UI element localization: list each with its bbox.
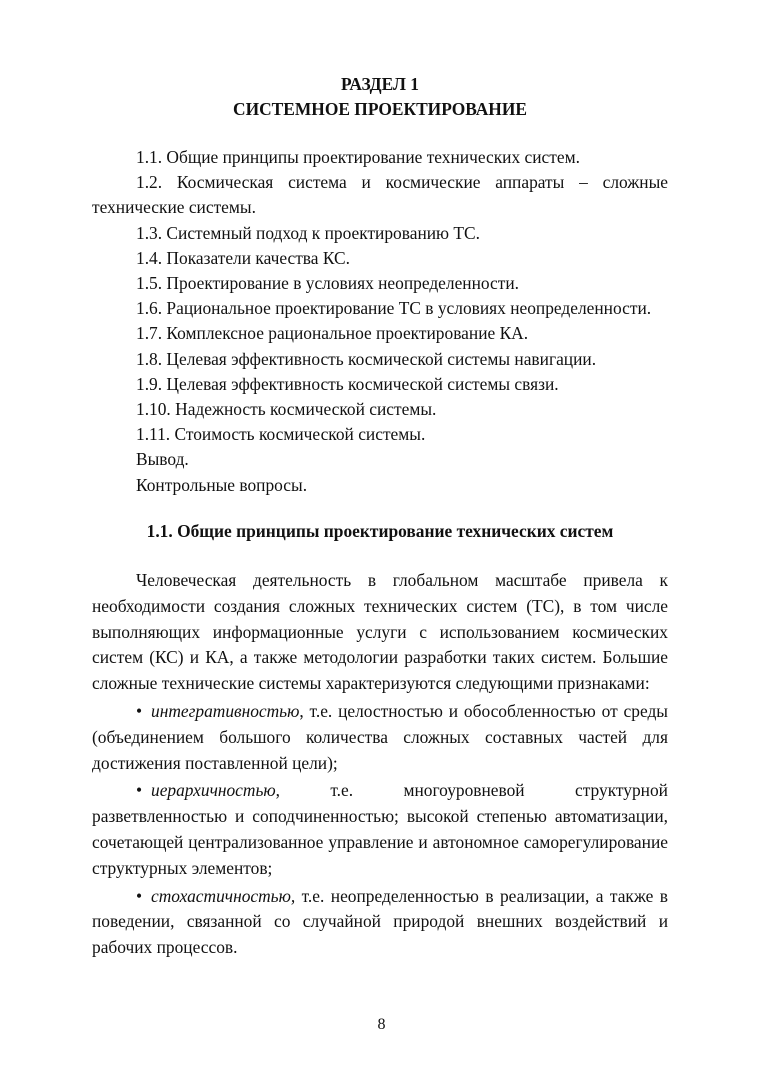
- subsection-heading-block: [92, 519, 668, 544]
- bullet-text: , т.е. целостностью и обособленностью от среды (объединением большого количества сложных составных частей для достижения поставленной цели);: [92, 700, 668, 773]
- subsection-heading: 1.1. Общие принципы проектирование технических систем: [146, 521, 614, 541]
- title-block: [92, 72, 668, 122]
- toc-item: 1.4. Показатели качества КС.: [136, 247, 350, 268]
- toc-item: 1.6. Рациональное проектирование ТС в условиях неопределенности.: [136, 298, 652, 319]
- toc-item: Вывод.: [136, 449, 189, 470]
- bullet-icon: •: [136, 885, 143, 906]
- intro-paragraph: Человеческая деятельность в глобальном масштабе привела к необходимости создания сложных технических систем (ТС), в том числе выполняющих информационные услуги с использованием космических систем (КС) и КА, а также методологии разработки таких систем. Большие сложные технические системы характеризуются следующими признаками:: [92, 570, 668, 694]
- bullet-item: [92, 884, 668, 961]
- bullet-item: [92, 778, 668, 881]
- bullet-item: [92, 699, 668, 776]
- toc-item: 1.1. Общие принципы проектирование технических систем.: [136, 147, 580, 167]
- body-text: [92, 568, 668, 961]
- bullet-icon: •: [136, 700, 143, 721]
- section-title: СИСТЕМНОЕ ПРОЕКТИРОВАНИЕ: [233, 99, 527, 119]
- toc-item: 1.10. Надежность космической системы.: [136, 399, 437, 420]
- toc-item: Контрольные вопросы.: [136, 474, 308, 495]
- toc-item: 1.9. Целевая эффективность космической системы связи.: [136, 373, 559, 394]
- toc-item: 1.8. Целевая эффективность космической системы навигации.: [136, 348, 597, 369]
- toc-item: 1.7. Комплексное рациональное проектирование КА.: [136, 323, 529, 344]
- bullet-text: , т.е. многоуровневой структурной разветвленностью и соподчиненностью; высокой степенью автоматизации, сочетающей централизованное управление и автономное саморегулирование структурных элементов;: [92, 780, 668, 878]
- toc-item: 1.3. Системный подход к проектированию ТС.: [136, 222, 480, 243]
- toc-item: 1.11. Стоимость космической системы.: [136, 424, 426, 445]
- toc-item: 1.2. Космическая система и космические аппараты – сложные технические системы.: [92, 172, 668, 218]
- toc-item: 1.5. Проектирование в условиях неопределенности.: [136, 273, 520, 294]
- bullet-term: стохастичностью,: [151, 885, 296, 906]
- section-number: РАЗДЕЛ 1: [341, 74, 419, 94]
- bullet-term: иерархичностью: [151, 780, 276, 801]
- bullet-icon: •: [136, 780, 143, 801]
- bullet-text: т.е. неопределенностью в реализации, а также в поведении, связанной со случайной природой внешних воздействий и рабочих процессов.: [92, 885, 668, 958]
- page-number: 8: [377, 1016, 386, 1033]
- bullet-term: интегративностью: [151, 700, 300, 721]
- table-of-contents: [92, 145, 668, 498]
